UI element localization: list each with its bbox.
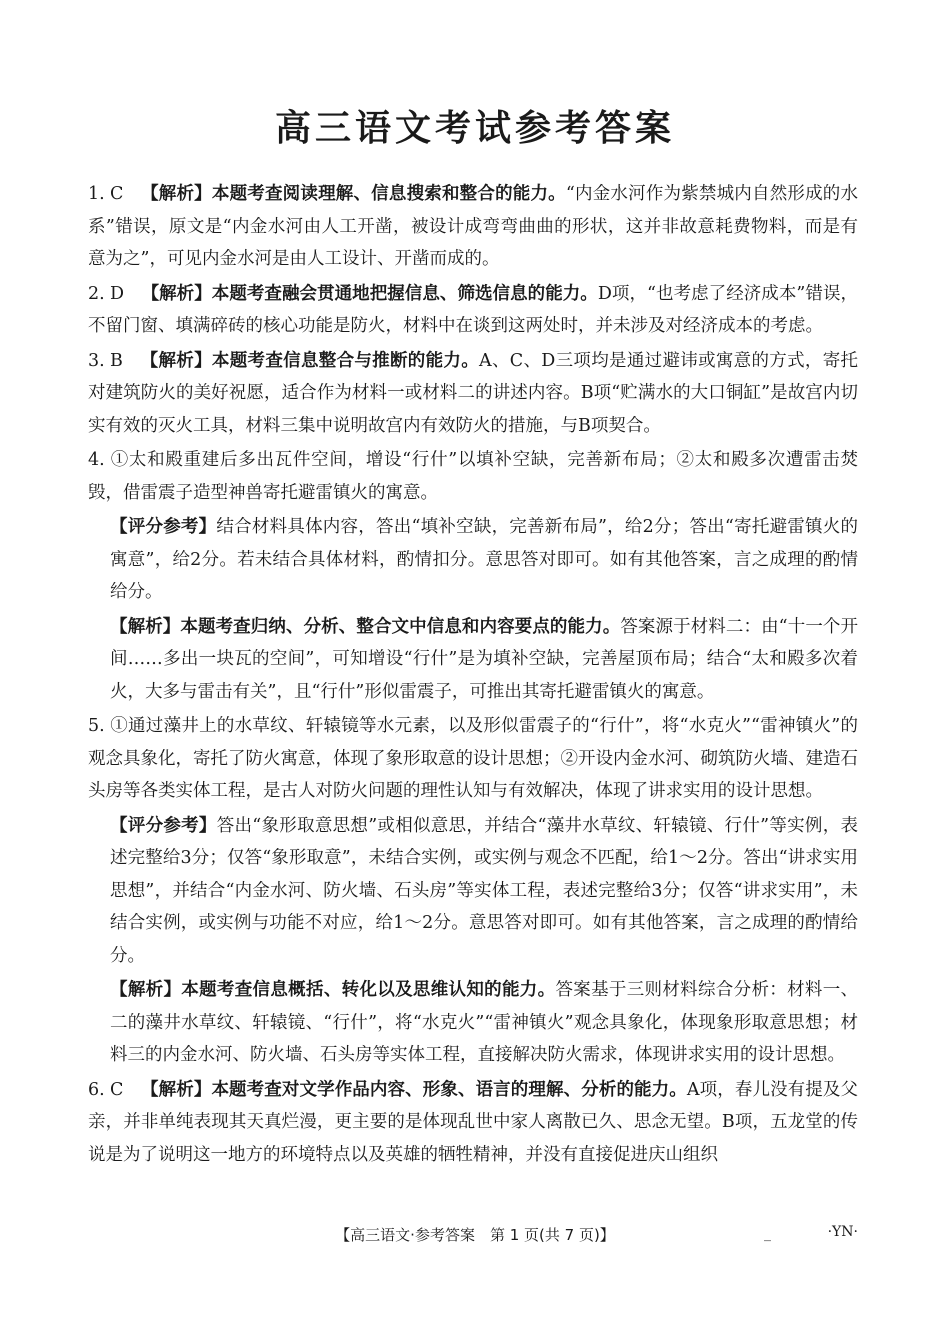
question-number: 6. xyxy=(88,1079,105,1100)
page-title: 高三语文考试参考答案 xyxy=(274,108,675,149)
analysis xyxy=(110,611,858,709)
question-number: 1. xyxy=(88,184,105,204)
analysis-tag: 【解析】 xyxy=(110,616,181,637)
analysis-text: 答案基于三则材料综合分析：材料一、二的藻井水草纹、轩辕镜、“行什”，将“水克火”“雷神镇火”观念具象化，体现象形取意思想；材料三的内金水河、防火墙、石头房等实体工程，直接解决防火需求，体现讲求实用的设计思想。 xyxy=(110,980,859,1065)
scoring-text: 结合材料具体内容，答出“填补空缺，完善新布局”，给2分；答出“寄托避雷镇火的寓意”，给2分。若未结合具体材料，酌情扣分。意思答对即可。如有其他答案，言之成理的酌情给分。 xyxy=(110,517,858,602)
question-number: 3. xyxy=(88,350,105,371)
page-footer: 【高三语文·参考答案 第 1 页(共 7 页)】 xyxy=(335,1226,615,1244)
analysis-text: A项，春儿没有提及父亲，并非单纯表现其天真烂漫，更主要的是体现乱世中家人离散已久、思念无望。B项，五龙堂的传说是为了说明这一地方的环境特点以及英雄的牺牲精神，并没有直接促进庆山组织 xyxy=(88,1079,859,1165)
answer-choice: B xyxy=(110,350,123,371)
scoring-tag: 【评分参考】 xyxy=(110,517,217,537)
analysis-tag: 【解析】 xyxy=(140,1079,212,1100)
analysis-lead: 本题考查信息概括、转化以及思维认知的能力。 xyxy=(181,980,556,1000)
analysis-tag: 【解析】 xyxy=(141,283,212,304)
analysis-tag: 【解析】 xyxy=(110,980,182,1000)
analysis-tag: 【解析】 xyxy=(140,184,212,204)
answer-4 xyxy=(88,444,858,708)
answer-choice: D xyxy=(110,283,125,304)
question-number: 2. xyxy=(88,283,105,304)
analysis-lead: 本题考查信息整合与推断的能力。 xyxy=(211,350,480,371)
answer-content xyxy=(88,178,858,1173)
analysis-lead: 本题考查阅读理解、信息搜索和整合的能力。 xyxy=(211,184,566,204)
answer-1 xyxy=(88,178,858,276)
answer-choice: C xyxy=(110,1079,124,1100)
analysis-text: “内金水河作为紫禁城内自然形成的水系”错误，原文是“内金水河由人工开凿，被设计成弯弯曲曲的形状，这并非故意耗费物料，而是有意为之”，可见内金水河是由人工设计、开凿而成的。 xyxy=(88,184,859,269)
answer-text: ①太和殿重建后多出瓦件空间，增设“行什”以填补空缺，完善新布局；②太和殿多次遭雷击焚毁，借雷震子造型神兽寄托避雷镇火的寓意。 xyxy=(88,450,858,503)
analysis xyxy=(110,974,858,1072)
answer-text: ①通过藻井上的水草纹、轩辕镜等水元素，以及形似雷震子的“行什”，将“水克火”“雷神镇火”的观念具象化，寄托了防火寓意，体现了象形取意的设计思想；②开设内金水河、砌筑防火墙、建造石头房等各类实体工程，是古人对防火问题的理性认知与有效解决，体现了讲求实用的设计思想。 xyxy=(88,716,858,801)
question-number: 5. xyxy=(88,716,105,736)
footer-mark: _ xyxy=(764,1226,771,1242)
answer-choice: C xyxy=(110,184,124,204)
analysis-lead: 本题考查融会贯通地把握信息、筛选信息的能力。 xyxy=(211,283,598,304)
answer-6 xyxy=(88,1074,858,1172)
analysis-text: D项，“也考虑了经济成本”错误，不留门窗、填满碎砖的核心功能是防火，材料中在谈到这两处时，并未涉及对经济成本的考虑。 xyxy=(88,283,858,336)
analysis-text: 答案源于材料二：由“十一个开间……多出一块瓦的空间”，可知增设“行什”是为填补空缺，完善屋顶布局；结合“太和殿多次着火，大多与雷击有关”，且“行什”形似雷震子，可推出其寄托避雷镇火的寓意。 xyxy=(110,616,859,702)
scoring-tag: 【评分参考】 xyxy=(110,815,217,836)
answer-5 xyxy=(88,710,858,1072)
question-number: 4. xyxy=(88,450,105,470)
analysis-lead: 本题考查归纳、分析、整合文中信息和内容要点的能力。 xyxy=(180,616,621,637)
scoring-reference xyxy=(110,810,858,973)
answer-2 xyxy=(88,278,858,343)
analysis-text: A、C、D三项均是通过避讳或寓意的方式，寄托对建筑防火的美好祝愿，适合作为材料一或材料二的讲述内容。B项“贮满水的大口铜缸”是故宫内切实有效的灭火工具，材料三集中说明故宫内有效防火的措施，与B项契合。 xyxy=(88,350,859,436)
answer-3 xyxy=(88,345,858,443)
analysis-tag: 【解析】 xyxy=(140,350,212,371)
scoring-text: 答出“象形取意思想”或相似意思，并结合“藻井水草纹、轩辕镜、行什”等实例，表述完整给3分；仅答“象形取意”，未结合实例，或实例与观念不匹配，给1～2分。答出“讲求实用思想”，并结合“内金水河、防火墙、石头房”等实体工程，表述完整给3分；仅答“讲求实用”，未结合实例，或实例与功能不对应，给1～2分。意思答对即可。如有其他答案，言之成理的酌情给分。 xyxy=(110,815,858,966)
footer-code: ·YN· xyxy=(827,1224,858,1240)
scoring-reference xyxy=(110,511,858,609)
analysis-lead: 本题考查对文学作品内容、形象、语言的理解、分析的能力。 xyxy=(211,1079,687,1100)
